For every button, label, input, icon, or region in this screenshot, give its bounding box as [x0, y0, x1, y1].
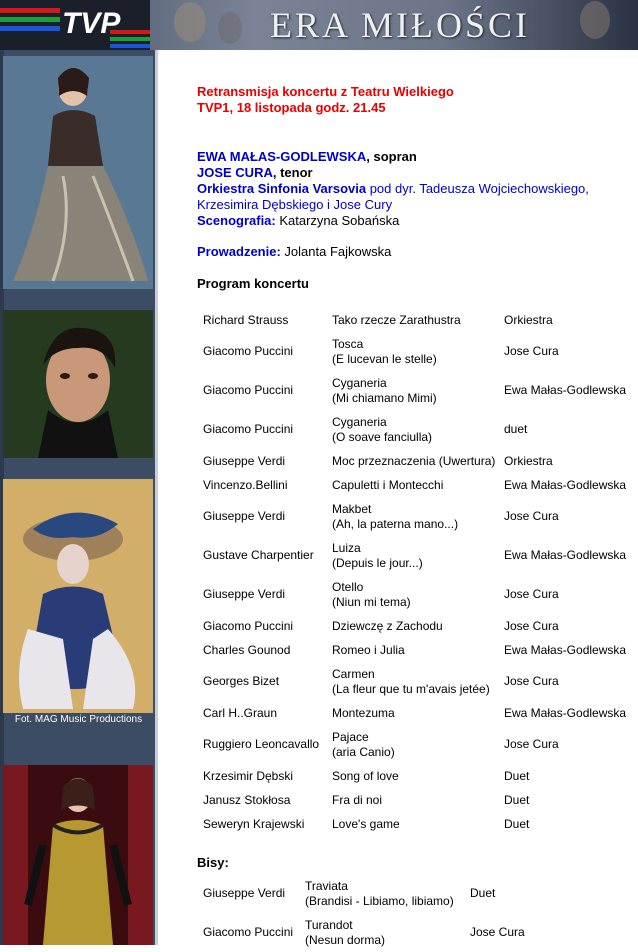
work-title: Tako rzecze Zarathustra [332, 312, 461, 327]
composer-cell: Giacomo Puccini [203, 925, 294, 939]
page-title: ERA MIŁOŚCI [269, 5, 531, 45]
performer-cell: Orkiestra [504, 312, 553, 327]
performer-cell: duet [504, 422, 528, 436]
work-title: Montezuma [332, 705, 395, 720]
performer-cell: Jose Cura [504, 674, 559, 688]
composer-cell: Gustave Charpentier [203, 548, 314, 562]
composer-cell: Seweryn Krajewski [203, 816, 305, 831]
broadcast-title: Retransmisja koncertu z Teatru Wielkiego [197, 84, 454, 99]
program-row [203, 812, 634, 836]
work-aria: (Ah, la paterna mano...) [332, 516, 459, 531]
work-cell [332, 725, 504, 764]
performer-cell: Orkiestra [504, 453, 553, 468]
work-title: Pajace [332, 729, 369, 744]
performer-cell: Jose Cura [504, 344, 559, 358]
performer-cell: Ewa Małas-Godlewska [504, 383, 627, 397]
scenography-value: Katarzyna Sobańska [275, 213, 400, 228]
work-title: Otello [332, 579, 364, 594]
tvp-logo[interactable] [0, 0, 150, 50]
sidebar-divider [155, 0, 158, 945]
program-table [203, 308, 634, 836]
performer-cell: Ewa Małas-Godlewska [504, 642, 627, 657]
composer-cell: Giacomo Puccini [203, 422, 294, 436]
work-aria: (E lucevan le stelle) [332, 351, 437, 366]
composer-cell: Giacomo Puccini [203, 618, 294, 633]
work-title: Dziewczę z Zachodu [332, 618, 443, 633]
work-title: Romeo i Julia [332, 642, 405, 657]
program-row [203, 332, 634, 371]
work-title: Turandot [305, 917, 353, 932]
composer-cell: Giuseppe Verdi [203, 886, 286, 900]
composer-cell: Richard Strauss [203, 312, 289, 327]
tenor-name: JOSE CURA [197, 165, 273, 180]
work-aria: (Brandisi - Libiamo, libiamo) [305, 893, 454, 908]
program-row [203, 701, 634, 725]
tenor-role: , tenor [272, 165, 313, 180]
host-value: Jolanta Fajkowska [280, 244, 392, 259]
page-header [0, 0, 638, 50]
work-title: Traviata [305, 878, 348, 893]
composer-cell: Ruggiero Leoncavallo [203, 737, 320, 751]
work-aria: (Depuis le jour...) [332, 555, 423, 570]
program-row [203, 662, 634, 701]
work-cell [332, 473, 504, 497]
program-row [203, 874, 580, 913]
composer-cell: Carl H..Graun [203, 705, 278, 720]
performer-cell: Duet [470, 886, 496, 900]
program-row [203, 764, 634, 788]
work-cell [305, 913, 470, 952]
performer-cell: Jose Cura [504, 618, 559, 633]
soprano-name: EWA MAŁAS-GODLEWSKA [197, 149, 367, 164]
work-title: Makbet [332, 501, 372, 516]
orchestra-conductors: pod dyr. Tadeusza Wojciechowskiego, [366, 181, 589, 196]
work-cell [332, 410, 504, 449]
program-row [203, 725, 634, 764]
program-row [203, 410, 634, 449]
work-cell [332, 449, 504, 473]
work-cell [332, 788, 504, 812]
work-cell [332, 497, 504, 536]
work-cell [305, 874, 470, 913]
performer-cell: Ewa Małas-Godlewska [504, 477, 627, 492]
work-aria: (O soave fanciulla) [332, 429, 433, 444]
performer-cell: Duet [504, 768, 530, 783]
performer-cell: Duet [504, 792, 530, 807]
cast-list [197, 149, 627, 229]
composer-cell: Georges Bizet [203, 674, 280, 688]
work-title: Carmen [332, 666, 375, 681]
work-cell [332, 701, 504, 725]
tvp-logo-text: TVP [62, 7, 121, 40]
work-cell [332, 638, 504, 662]
photo-soprano-stage [3, 765, 153, 945]
program-row [203, 788, 634, 812]
performer-cell: Duet [504, 816, 530, 831]
program-row [203, 913, 580, 952]
broadcast-info [197, 84, 627, 116]
work-aria: (aria Canio) [332, 744, 395, 759]
performer-cell: Ewa Małas-Godlewska [504, 548, 627, 562]
photo-tenor-portrait [3, 310, 153, 458]
work-title: Tosca [332, 336, 364, 351]
encores-table [203, 874, 580, 952]
composer-cell: Giacomo Puccini [203, 383, 294, 397]
work-cell [332, 536, 504, 575]
host-line [197, 244, 627, 260]
work-cell [332, 614, 504, 638]
orchestra-name: Orkiestra Sinfonia Varsovia [197, 181, 367, 196]
soprano-role: , sopran [366, 149, 417, 164]
work-title: Love's game [332, 816, 400, 831]
work-cell [332, 371, 504, 410]
program-heading: Program koncertu [197, 276, 309, 291]
work-title: Cyganeria [332, 414, 387, 429]
composer-cell: Krzesimir Dębski [203, 768, 294, 783]
photo-soprano-gown [3, 56, 153, 289]
program-row [203, 308, 634, 332]
work-cell [332, 764, 504, 788]
encores-heading: Bisy: [197, 855, 229, 870]
performer-cell: Jose Cura [470, 925, 525, 939]
work-title: Song of love [332, 768, 399, 783]
work-title: Fra di noi [332, 792, 383, 807]
work-cell [332, 662, 504, 701]
composer-cell: Giuseppe Verdi [203, 509, 286, 523]
composer-cell: Janusz Stokłosa [203, 792, 291, 807]
work-cell [332, 812, 504, 836]
work-aria: (Mi chiamano Mimi) [332, 390, 437, 405]
program-row [203, 473, 634, 497]
performer-cell: Ewa Małas-Godlewska [504, 705, 627, 720]
host-label: Prowadzenie: [197, 244, 281, 259]
work-cell [332, 308, 504, 332]
program-row [203, 575, 634, 614]
composer-cell: Vincenzo.Bellini [203, 477, 288, 492]
work-aria: (La fleur que tu m'avais jetée) [332, 681, 490, 696]
performer-cell: Jose Cura [504, 509, 559, 523]
work-cell [332, 332, 504, 371]
composer-cell: Giacomo Puccini [203, 344, 294, 358]
program-row [203, 449, 634, 473]
performer-cell: Jose Cura [504, 587, 559, 601]
work-title: Cyganeria [332, 375, 387, 390]
orchestra-conductors-cont: Krzesimira Dębskiego i Jose Cury [197, 197, 393, 212]
work-aria: (Niun mi tema) [332, 594, 411, 609]
program-row [203, 497, 634, 536]
composer-cell: Giuseppe Verdi [203, 453, 286, 468]
program-row [203, 614, 634, 638]
broadcast-date: TVP1, 18 listopada godz. 21.45 [197, 100, 386, 115]
photo-credit: Fot. MAG Music Productions [14, 714, 143, 725]
scenography-label: Scenografia: [197, 213, 276, 228]
program-row [203, 536, 634, 575]
photo-soprano-costume [3, 479, 153, 713]
work-cell [332, 575, 504, 614]
performer-cell: Jose Cura [504, 737, 559, 751]
composer-cell: Giuseppe Verdi [203, 587, 286, 601]
work-aria: (Nesun dorma) [305, 932, 386, 947]
program-row [203, 371, 634, 410]
work-title: Luiza [332, 540, 361, 555]
work-title: Moc przeznaczenia (Uwertura) [332, 453, 496, 468]
work-title: Capuletti i Montecchi [332, 477, 444, 492]
composer-cell: Charles Gounod [203, 642, 291, 657]
program-row [203, 638, 634, 662]
